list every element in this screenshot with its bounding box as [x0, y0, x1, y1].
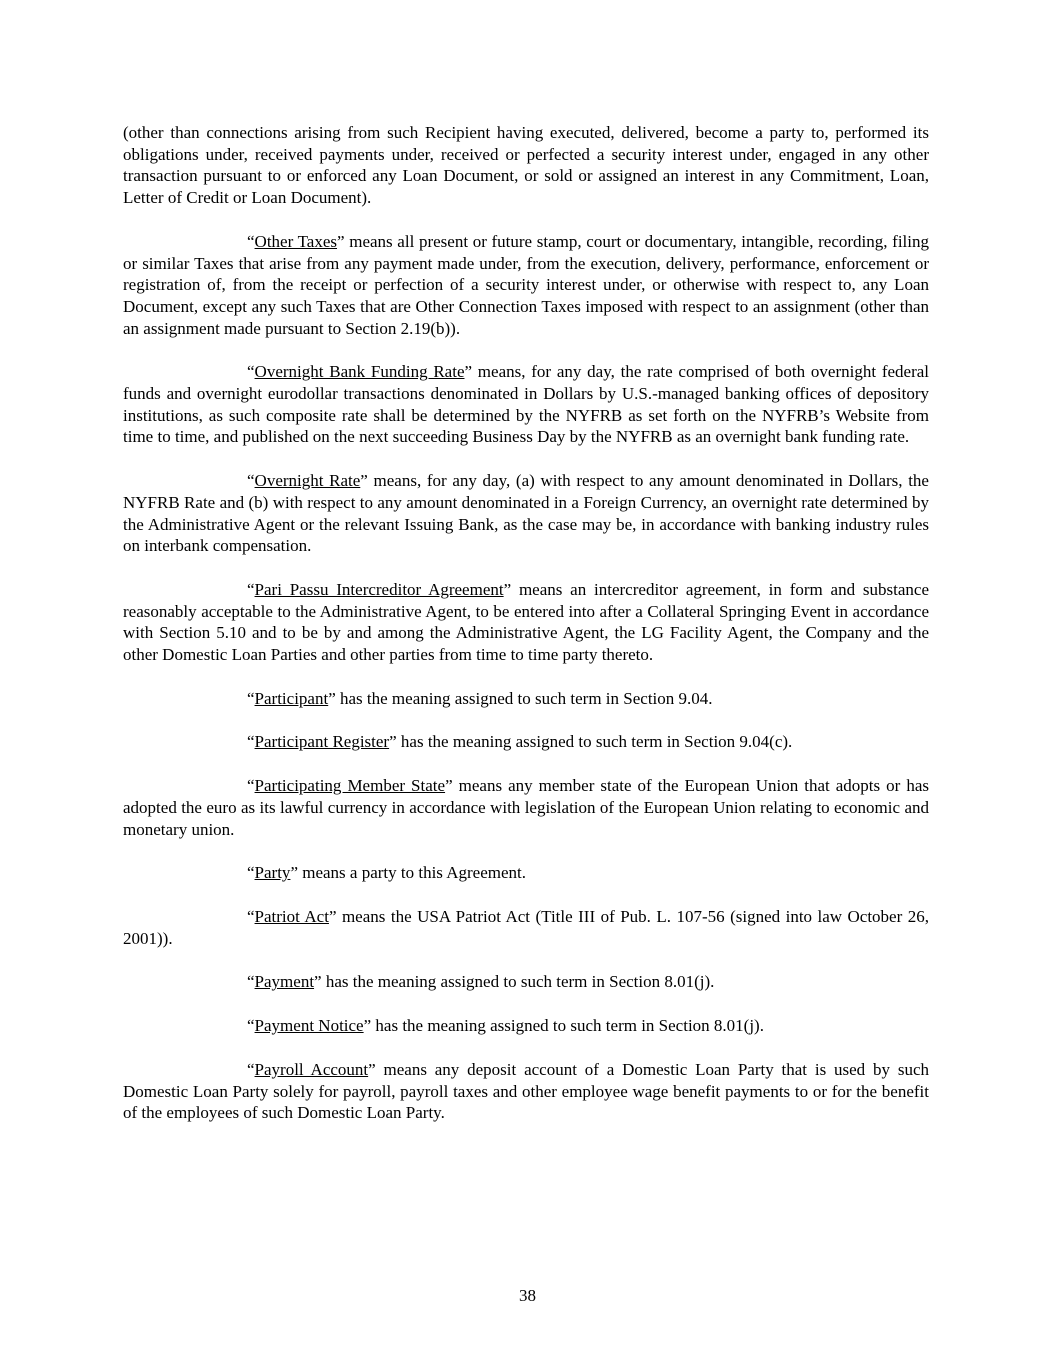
text-run: ” has the meaning assigned to such term in Section 8.01(j). — [314, 972, 715, 992]
text-run: “ — [247, 579, 255, 599]
document-body — [123, 122, 929, 1146]
text-run: ” has the meaning assigned to such term in Section 9.04(c). — [389, 732, 793, 752]
text-run: “ — [247, 863, 255, 883]
text-run: “ — [247, 471, 255, 491]
text-run: ” means, for any day, the rate comprised of both overnight federal funds and overnight eurodollar transactions denominated in Dollars by U.S.-managed banking offices of depository institutions, as such composite rate shall be determined by the NYFRB as set forth on the NYFRB’s Website from time to time, and published on the next succeeding Business Day by the NYFRB as an overnight bank funding rate. — [123, 362, 929, 447]
paragraph — [123, 971, 929, 993]
text-run: “ — [247, 688, 255, 708]
defined-term: Overnight Rate — [254, 471, 361, 491]
text-run: ” has the meaning assigned to such term in Section 9.04. — [328, 688, 713, 708]
defined-term: Payroll Account — [254, 1059, 369, 1079]
defined-term: Participating Member State — [254, 776, 446, 796]
text-run: ” means, for any day, (a) with respect to any amount denominated in Dollars, the NYFRB Rate and (b) with respect to any amount denominated in a Foreign Currency, an overnight rate determined by the Administrative Agent or the relevant Issuing Bank, as the case may be, in accordance with banking industry rules on interbank compensation. — [123, 471, 929, 556]
defined-term: Participant Register — [254, 732, 390, 752]
paragraph — [123, 231, 929, 340]
defined-term: Participant — [254, 688, 329, 708]
text-run: “ — [247, 906, 255, 926]
paragraph — [123, 361, 929, 448]
paragraph — [123, 906, 929, 949]
text-run: ” means all present or future stamp, court or documentary, intangible, recording, filing or similar Taxes that arise from any payment made under, from the execution, delivery, performance, enforcement or registration of, from the receipt or perfection of a security interest under, or otherwise with respect to, any Loan Document, except any such Taxes that are Other Connection Taxes imposed with respect to an assignment (other than an assignment made pursuant to Section 2.19(b)). — [123, 231, 929, 338]
paragraph — [123, 122, 929, 209]
text-run: ” means any deposit account of a Domestic Loan Party that is used by such Domestic Loan Party solely for payroll, payroll taxes and other employee wage benefit payments to or for the benefit of the employees of such Domestic Loan Party. — [123, 1059, 929, 1123]
text-run: ” means a party to this Agreement. — [290, 863, 527, 883]
paragraph — [123, 775, 929, 840]
paragraph — [123, 1015, 929, 1037]
text-run: “ — [247, 231, 255, 251]
text-run: “ — [247, 732, 255, 752]
text-run: ” means the USA Patriot Act (Title III of Pub. L. 107-56 (signed into law October 26, 2001)). — [123, 906, 929, 948]
paragraph — [123, 1059, 929, 1124]
paragraph — [123, 731, 929, 753]
page-footer — [0, 1285, 1055, 1307]
text-run: “ — [247, 1016, 255, 1036]
text-run: ” means an intercreditor agreement, in form and substance reasonably acceptable to the Administrative Agent, to be entered into after a Collateral Springing Event in accordance with Section 5.10 and to be by and among the Administrative Agent, the LG Facility Agent, the Company and the other Domestic Loan Parties and other parties from time to time party thereto. — [123, 579, 929, 665]
paragraph — [123, 470, 929, 557]
paragraph — [123, 688, 929, 710]
defined-term: Patriot Act — [254, 906, 329, 926]
text-run: “ — [247, 776, 255, 796]
defined-term: Pari Passu Intercreditor Agreement — [254, 579, 504, 599]
defined-term: Party — [254, 863, 291, 883]
paragraph — [123, 579, 929, 666]
defined-term: Payment Notice — [254, 1016, 364, 1036]
defined-term: Payment — [254, 972, 315, 992]
text-run: ” means any member state of the European Union that adopts or has adopted the euro as its lawful currency in accordance with legislation of the European Union relating to economic and monetary union. — [123, 776, 930, 839]
page-number: 38 — [519, 1286, 536, 1306]
defined-term: Overnight Bank Funding Rate — [254, 362, 465, 382]
text-run: “ — [247, 972, 255, 992]
text-run: (other than connections arising from such Recipient having executed, delivered, become a party to, performed its obligations under, received payments under, received or perfected a security interest under, engaged in any other transaction pursuant to or enforced any Loan Document, or sold or assigned an interest in any Commitment, Loan, Letter of Credit or Loan Document). — [123, 123, 929, 208]
paragraph — [123, 862, 929, 884]
text-run: ” has the meaning assigned to such term in Section 8.01(j). — [363, 1016, 764, 1036]
text-run: “ — [247, 362, 255, 382]
text-run: “ — [247, 1059, 255, 1079]
defined-term: Other Taxes — [254, 231, 338, 251]
